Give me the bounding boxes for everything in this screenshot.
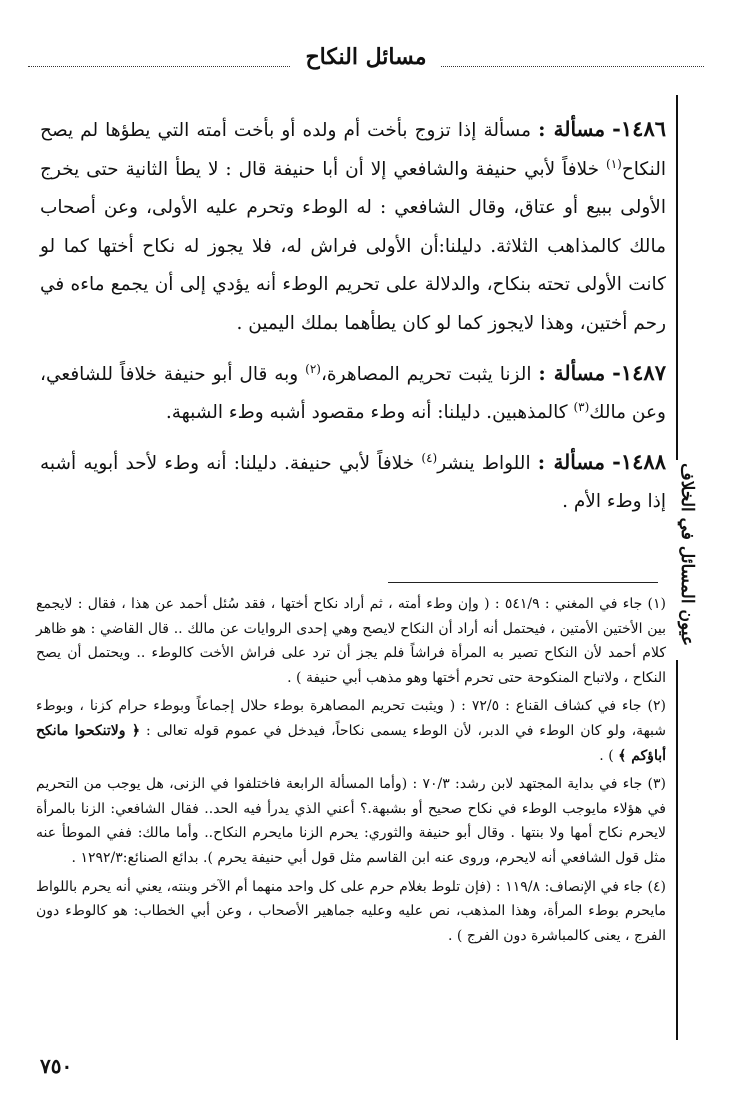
quran-verse: ﴿ ولاتنكحوا مانكح أباؤكم ﴾ [36, 722, 666, 764]
issue-1488 [40, 443, 666, 522]
footnote-marker: (٣) [647, 776, 667, 793]
footnote-4 [36, 875, 666, 949]
main-text [40, 110, 666, 532]
running-header [0, 44, 732, 70]
footnote-text: جاء في المغني : ٥٤١/٩ : ( وإن وطء أمته ، ثم أراد نكاح أختها ، فقد سُئل أحمد عن هذا ، فقال : لايجمع بين الأختين الأمتين ، فيحتمل أنه أراد أن النكاح لايصح وهي إحدى الروايات عن مالك .. قال القاضي : هو ظاهر كلام أحمد لأن النكاح تصير به المرأة فراشاً فلم يجز أن ترد على فراش الأخت كالوطء .. ويحتمل أن يصح النكاح ، ولاتباح المنكوحة حتى تحرم أختها وهو مذهب أبي حنيفة ) . [36, 596, 666, 686]
issue-number: ١٤٨٦- [612, 116, 667, 141]
footnote-text: ) . [599, 747, 614, 764]
issue-number: ١٤٨٧- [612, 359, 666, 385]
footnote-ref: (١) [606, 156, 622, 171]
footnote-separator [388, 582, 658, 583]
side-rule-top [676, 95, 678, 460]
footnotes [36, 592, 666, 952]
header-title: مسائل النكاح [291, 44, 440, 70]
issue-text: خلافاً لأبي حنيفة والشافعي إلا أن أبا حنيفة قال : لا يطأ الثانية حتى يخرج الأولى ببيع أو عتاق، وقال الشافعي : له الوطء وتحرم عليه الأولى، وعن أصحاب مالك كالمذاهب الثلاثة. دليلنا:أن الأولى فراش له، فلا يجوز له نكاح أختها كما لو كانت الأولى تحته بنكاح، والدلالة على تحريم الوطء أنه يؤدي إلى أن يجمع ماءه في رحم أختين، وهذا لايجوز كما لو كان يطأهما بملك اليمين . [40, 158, 666, 334]
footnote-text: جاء في بداية المجتهد لابن رشد: ٧٠/٣ : (وأما المسألة الرابعة فاختلفوا في الزنى، هل يوجب من التحريم في هؤلاء مايوجب الوطء في نكاح صحيح أو بشبهة.؟ أعني الذي يدرأ فيه الحد.. فقال الشافعي: الزنا بالمرأة لايحرم نكاح أمها ولا بنتها . وقال أبو حنيفة والثوري: يحرم الزنا مايحرم النكاح.. وأما مالك: ففي الموطأ عنه مثل قول الشافعي أنه لايحرم، وروى عنه ابن القاسم مثل قول أبي حنيفة يحرم ). بدائع الصنائع:١٢٩٢/٣ . [36, 776, 666, 866]
footnote-text: جاء في كشاف القناع : ٧٢/٥ : ( ويثبت تحريم المصاهرة بوطء حلال إجماعاً وبوطء حرام كزنا ، وبوطء شبهة، ولو كان الوطء في الدبر، لأن الوطء يسمى نكاحاً، فيدخل في عموم قوله تعالى : [36, 698, 666, 739]
issue-1487 [40, 354, 666, 433]
footnote-ref: (٣) [573, 400, 590, 414]
issue-number: ١٤٨٨- [612, 448, 666, 474]
issue-label: مسألة : [538, 360, 606, 385]
issue-label: مسألة : [537, 449, 605, 474]
footnote-ref: (٢) [305, 361, 321, 376]
footnote-text: جاء في الإنصاف: ١١٩/٨ : (فإن تلوط بغلام حرم على كل واحد منهما أم الآخر وبنته، يعني أنه يحرم باللواط مايحرم بوطء المرأة، وهذا المذهب، نص عليه وعليه جماهير الأصحاب ، وعن أبي الخطاب: هو كالوطء دون الفرج ، يعنى كالمباشرة دون الفرج ) . [36, 878, 666, 944]
issue-1486 [40, 110, 666, 344]
issue-text: كالمذهبين. دليلنا: أنه وطء مقصود أشبه وطء الشبهة. [165, 402, 568, 424]
footnote-2 [36, 694, 666, 768]
footnote-1 [36, 592, 666, 690]
footnote-3 [36, 772, 666, 870]
issue-text: اللواط ينشر [437, 452, 531, 474]
footnote-marker: (١) [647, 596, 666, 612]
issue-text: خلافاً لأبي حنيفة. دليلنا: أنه وطء لأحد أبويه أشبه إذا وطء الأم . [40, 452, 666, 513]
issue-text: وبه قال أبو حنيفة خلافاً للشافعي، وعن مالك [40, 363, 666, 424]
issue-text: مسألة إذا تزوج بأخت أم ولده أو بأخت أمته التي يطؤها لم يصح النكاح [40, 120, 666, 180]
footnote-ref: (٤) [421, 450, 438, 465]
side-rule-bottom [676, 660, 678, 1040]
issue-label: مسألة : [538, 117, 606, 141]
issue-text: الزنا يثبت تحريم المصاهرة، [320, 363, 532, 385]
footnote-marker: (٢) [647, 698, 667, 715]
footnote-marker: (٤) [647, 878, 667, 895]
page-number: ٧٥٠ [40, 1054, 73, 1078]
side-book-title: عيون المسائل في الخلاف [677, 463, 697, 646]
